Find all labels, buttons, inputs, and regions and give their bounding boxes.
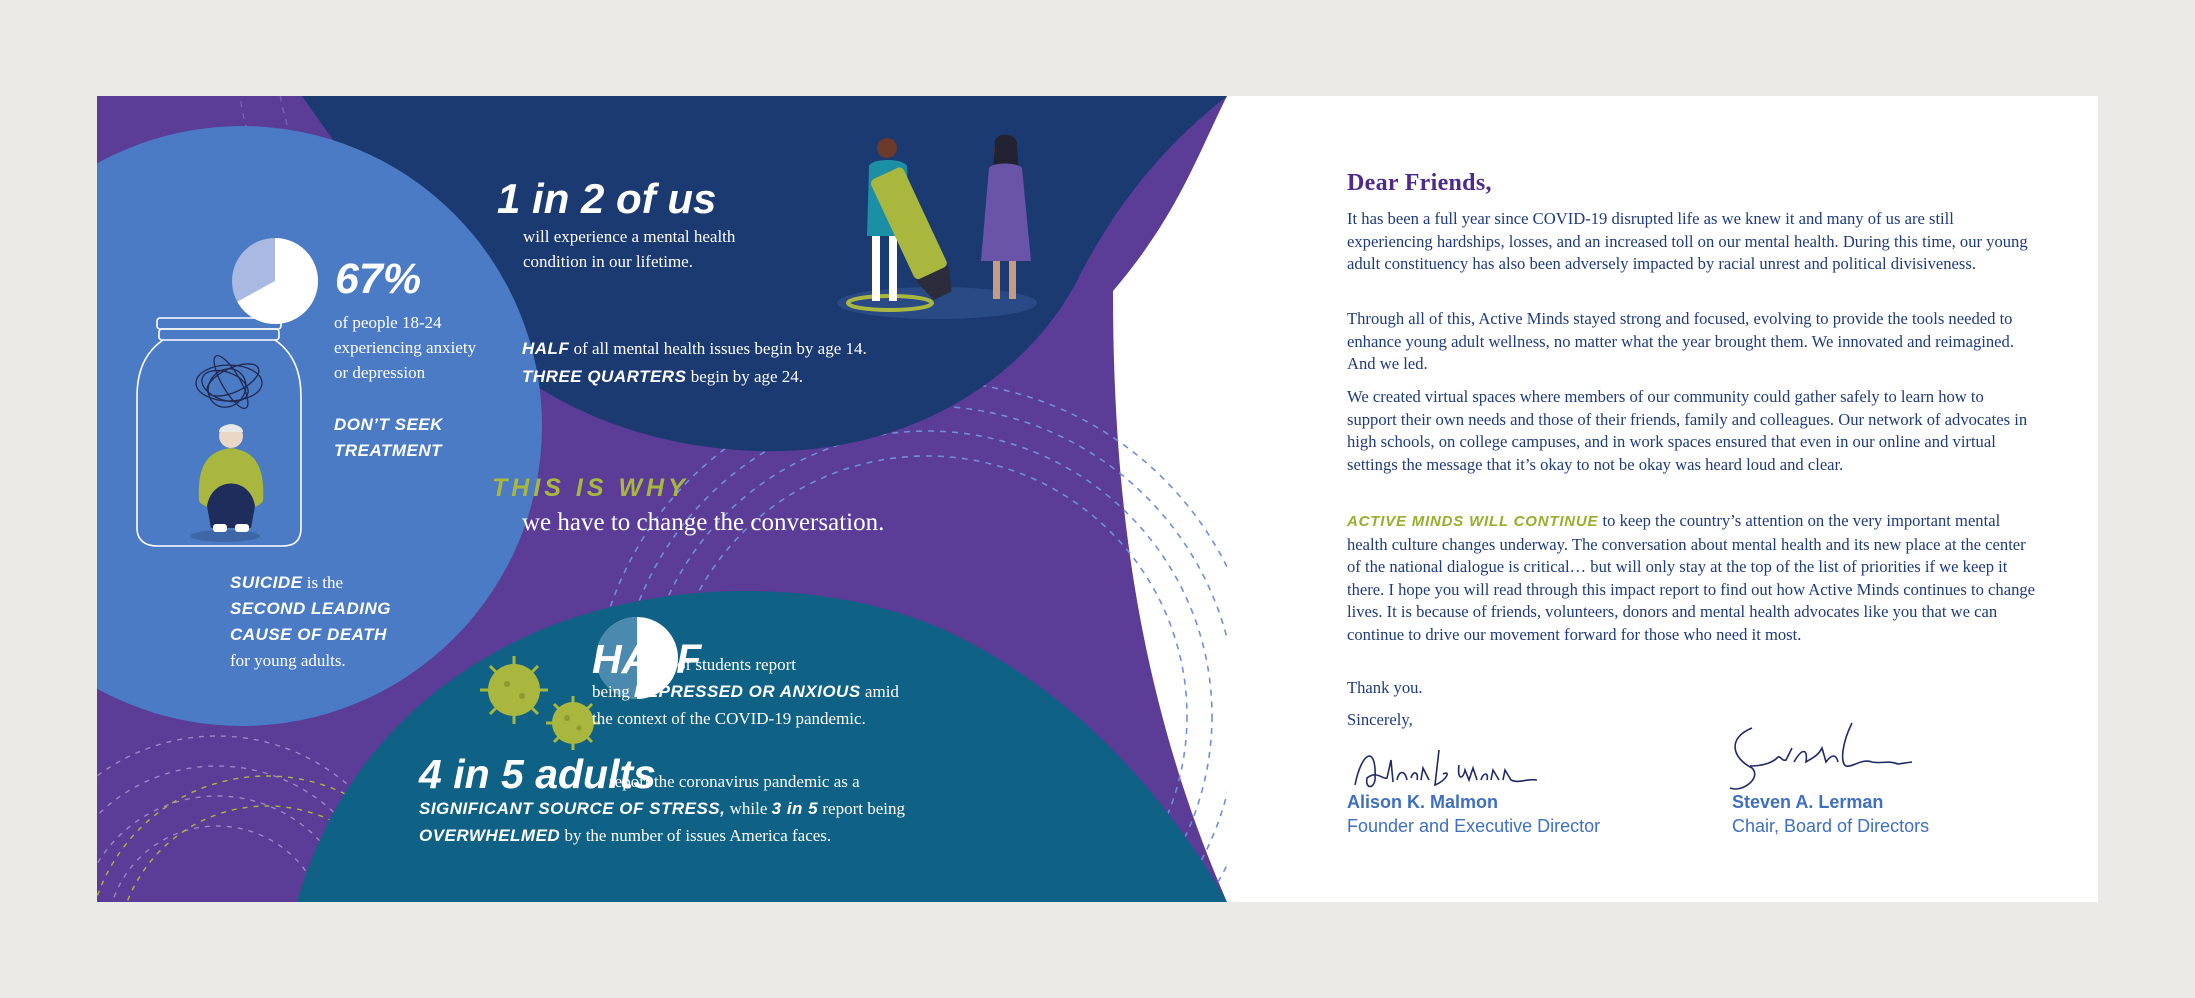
- three-quarters-text: begin by age 24.: [690, 367, 804, 386]
- covid-context-line: the context of the COVID-19 pandemic.: [592, 709, 866, 728]
- three-quarters-line: [522, 364, 803, 390]
- half-text: of all mental health issues begin by age 14.: [573, 339, 867, 358]
- signer-1-name: Alison K. Malmon: [1347, 792, 1499, 812]
- signature-malmon: [1347, 740, 1547, 800]
- signer-2-title: Chair, Board of Directors: [1732, 816, 1930, 836]
- overwhelmed-emphasis: OVERWHELMED: [419, 826, 561, 845]
- suicide-stat: [230, 570, 440, 674]
- letter-thank-you: Thank you.: [1347, 678, 1423, 697]
- four-in-five-rest: report the coronavirus pandemic as a: [609, 772, 860, 791]
- active-minds-will-continue: ACTIVE MINDS WILL CONTINUE: [1347, 513, 1599, 530]
- stat-67-emphasis: DON’T SEEK TREATMENT: [334, 415, 443, 460]
- amid-word: amid: [864, 682, 899, 701]
- signer-2-name: Steven A. Lerman: [1732, 792, 1884, 812]
- signature-lerman: [1722, 718, 1922, 802]
- this-is-why-heading: THIS IS WHY: [492, 474, 689, 502]
- half-students-headline: HALF: [592, 636, 702, 682]
- letter-sincerely: Sincerely,: [1347, 710, 1413, 729]
- letter-paragraph-1: It has been a full year since COVID-19 disrupted life as we knew it and many of us are still experiencing hardships, losses, and an increased toll on our mental health. During this time, our young adult constituency has also been adversely impacted by racial unrest and political divisiveness.: [1347, 209, 2028, 273]
- being-word: being: [592, 682, 630, 701]
- report-spread: [97, 96, 2098, 902]
- three-quarters-word: THREE QUARTERS: [522, 367, 687, 386]
- suicide-tail: for young adults.: [230, 651, 346, 670]
- report-being: report being: [822, 799, 905, 818]
- half-word: HALF: [522, 339, 570, 358]
- four-in-five-headline: 4 in 5 adults: [419, 751, 656, 797]
- depressed-emphasis: DEPRESSED OR ANXIOUS: [634, 682, 861, 701]
- depressed-line: [592, 682, 899, 702]
- pie-67-icon: [232, 238, 318, 324]
- suicide-word: SUICIDE: [230, 573, 303, 592]
- signer-1-title: Founder and Executive Director: [1347, 816, 1601, 836]
- overwhelmed-line: [419, 826, 831, 846]
- suicide-is-the: is the: [306, 573, 344, 592]
- one-in-two-headline: 1 in 2 of us: [497, 175, 717, 222]
- letter-paragraph-4: [1347, 510, 2037, 646]
- stat-67-percent: 67%: [335, 255, 422, 303]
- stat-67-text: of people 18-24 experiencing anxiety or depression: [334, 313, 477, 382]
- half-students-rest: of students report: [677, 655, 796, 674]
- change-conversation-text: we have to change the conversation.: [522, 509, 885, 536]
- stress-emphasis: SIGNIFICANT SOURCE OF STRESS,: [419, 799, 726, 818]
- letter-paragraph-2: Through all of this, Active Minds stayed strong and focused, evolving to provide the tools needed to enhance young adult wellness, no matter what the year brought them. We innovated and reimagined. And we led.: [1347, 309, 2014, 373]
- suicide-emphasis: SECOND LEADING CAUSE OF DEATH: [230, 599, 391, 644]
- three-in-five: 3 in 5: [771, 799, 819, 818]
- half-by-14-line: [522, 336, 867, 362]
- letter-paragraph-3: We created virtual spaces where members of our community could gather safely to learn how to support their own needs and those of their friends, family and colleagues. Our network of advocates in high schools, on college campuses, and in work spaces ensured that even in our online and virtual settings the message that it’s okay to not be okay was heard loud and clear.: [1347, 387, 2028, 474]
- overwhelmed-tail: by the number of issues America faces.: [564, 826, 832, 845]
- stress-line: [419, 799, 905, 819]
- letter-greeting: Dear Friends,: [1347, 170, 1492, 196]
- while-word: while: [729, 799, 768, 818]
- one-in-two-text: will experience a mental health condition in our lifetime.: [523, 227, 736, 271]
- letter-paragraph-4-body: to keep the country’s attention on the very important mental health culture changes underway. The conversation about mental health and its new place at the center of the national dialogue is critical… but will only stay at the top of the list of priorities if we keep it there. I hope you will read through this impact report to find out how Active Minds continues to change lives. It is because of friends, volunteers, donors and mental health advocates like you that we can continue to drive our movement forward for those who need it most.: [1347, 511, 2036, 644]
